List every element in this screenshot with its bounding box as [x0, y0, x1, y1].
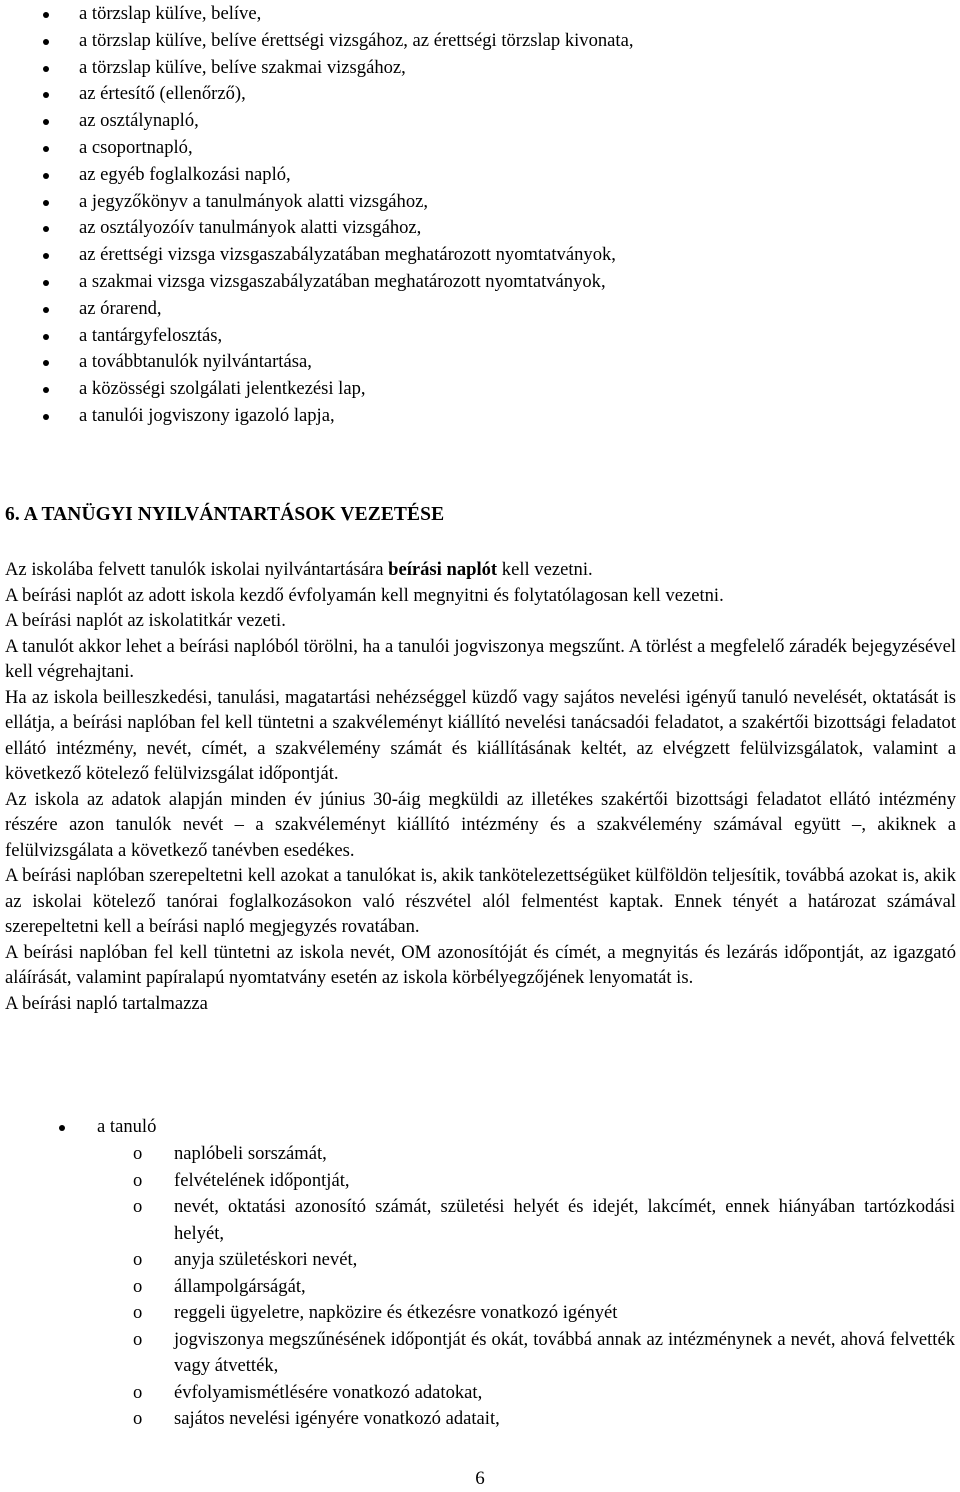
sub-list-item: o naplóbeli sorszámát, [0, 1141, 960, 1168]
paragraph: Az iskolába felvett tanulók iskolai nyilvántartására beírási naplót kell vezetni. [5, 559, 593, 580]
bullet-icon [43, 92, 49, 98]
bullet-icon [43, 280, 49, 286]
list-item: az egyéb foglalkozási napló, [0, 162, 960, 189]
list-item: az osztálynapló, [0, 108, 960, 135]
bullet-icon [43, 39, 49, 45]
list-item: az órarend, [0, 296, 960, 323]
list-item: a törzslap külíve, belíve szakmai vizsgához, [0, 55, 960, 82]
sub-list-item: o felvételének időpontját, [0, 1168, 960, 1195]
bullet-icon [43, 119, 49, 125]
list-item: az osztályozóív tanulmányok alatti vizsgához, [0, 215, 960, 242]
sub-list-item: o reggeli ügyeletre, napközire és étkezésre vonatkozó igényét [0, 1300, 960, 1327]
list-item: a jegyzőkönyv a tanulmányok alatti vizsgához, [0, 189, 960, 216]
sub-list-item: o jogviszonya megszűnésének időpontját és okát, továbbá annak az intézménynek a nevét, ahová felvették vagy átvették, [133, 1328, 955, 1376]
sub-list-item: o anyja születéskori nevét, [0, 1247, 960, 1274]
list-item: az értesítő (ellenőrző), [0, 81, 960, 108]
list-item: a továbbtanulók nyilvántartása, [0, 349, 960, 376]
paragraph: A beírási napló tartalmazza [5, 992, 208, 1014]
list-item: a tanulói jogviszony igazoló lapja, [0, 403, 960, 430]
bullet-icon [43, 66, 49, 72]
section-body [5, 557, 956, 1016]
paragraph: A tanulót akkor lehet a beírási naplóból törölni, ha a tanulói jogviszonya megszűnt. A törlést a megfelelő záradék bejegyzésével kell végrehajtani. [5, 635, 956, 682]
paragraph: A beírási naplót az iskolatitkár vezeti. [5, 610, 286, 631]
circle-bullet-icon: o [133, 1143, 143, 1164]
paragraph: A beírási naplót az adott iskola kezdő évfolyamán kell megnyitni és folytatólagosan kell vezetni. [5, 584, 724, 606]
bullet-icon [43, 307, 49, 313]
list-item: a közösségi szolgálati jelentkezési lap, [0, 376, 960, 403]
document-list [0, 0, 960, 430]
sub-list [0, 1141, 960, 1433]
circle-bullet-icon: o [133, 1169, 143, 1191]
list-item: az érettségi vizsga vizsgaszabályzatában meghatározott nyomtatványok, [0, 242, 960, 269]
section-heading: 6. A TANÜGYI NYILVÁNTARTÁSOK VEZETÉSE [5, 504, 445, 525]
list-item: a törzslap külíve, belíve érettségi vizsgához, az érettségi törzslap kivonata, [0, 28, 960, 55]
bullet-icon [43, 173, 49, 179]
circle-bullet-icon: o [133, 1275, 143, 1297]
circle-bullet-icon: o [133, 1381, 143, 1403]
bullet-icon [43, 253, 49, 259]
bullet-icon [59, 1125, 65, 1131]
list-item: a tanuló [0, 1114, 960, 1141]
bullet-icon [43, 200, 49, 206]
circle-bullet-icon: o [133, 1328, 143, 1350]
sub-list-item: o állampolgárságát, [0, 1274, 960, 1301]
circle-bullet-icon: o [133, 1196, 143, 1217]
bullet-icon [43, 360, 49, 366]
bold-term: beírási naplót [388, 559, 498, 580]
list-item: a szakmai vizsga vizsgaszabályzatában meghatározott nyomtatványok, [0, 269, 960, 296]
content-list [0, 1114, 960, 1141]
bullet-icon [43, 334, 49, 340]
list-item: a törzslap külíve, belíve, [0, 1, 960, 28]
sub-list-item: o évfolyamismétlésére vonatkozó adatokat, [0, 1380, 960, 1407]
bullet-icon [43, 414, 49, 420]
paragraph: Ha az iskola beilleszkedési, tanulási, magatartási nehézséggel küzdő vagy sajátos nevelési igényű tanuló nevelését, oktatását is ellátja, a beírási naplóban fel kell tüntetni a szakvéleményt kiállító nevelési tanácsadói feladatot, a szakértői bizottsági feladatot ellátó intézmény, nevét, címét, a szakvélemény számát és kiállításának keltét, az elvégzett felülvizsgálatok, valamint a következő kötelező felülvizsgálat időpontját. [5, 686, 956, 784]
sub-list-item: o nevét, oktatási azonosító számát, születési helyét és idejét, lakcímét, ennek hiányában tartózkodási helyét, [133, 1196, 955, 1244]
paragraph: A beírási naplóban szerepeltetni kell azokat a tanulókat is, akik tankötelezettségüket külföldön teljesítik, továbbá azokat is, akik az iskolai kötelező tanórai foglalkozásokon való részvétel alól felmentést kaptak. Ennek tényét a határozat számával szerepeltetni kell a beírási napló megjegyzés rovatában. [5, 865, 956, 937]
bullet-icon [43, 146, 49, 152]
list-item: a tantárgyfelosztás, [0, 323, 960, 350]
page-number: 6 [475, 1468, 485, 1489]
paragraph: A beírási naplóban fel kell tüntetni az iskola nevét, OM azonosítóját és címét, a megnyitás és lezárás időpontját, az igazgató aláírását, valamint papíralapú nyomtatvány esetén az iskola körbélyegzőjének lenyomatát is. [5, 941, 956, 988]
circle-bullet-icon: o [133, 1408, 143, 1429]
circle-bullet-icon: o [133, 1249, 143, 1270]
bullet-icon [43, 12, 49, 18]
paragraph: Az iskola az adatok alapján minden év június 30-áig megküldi az illetékes szakértői bizottsági feladatot ellátó intézmény részére azon tanulók nevét – a szakvéleményt kiállító intézmény és a szakvélemény számával együtt –, akiknek a felülvizsgálata a következő tanévben esedékes. [5, 788, 956, 861]
bullet-icon [43, 226, 49, 232]
bullet-icon [43, 387, 49, 393]
circle-bullet-icon: o [133, 1302, 143, 1323]
sub-list-item: o sajátos nevelési igényére vonatkozó adatait, [0, 1406, 960, 1433]
list-item: a csoportnapló, [0, 135, 960, 162]
